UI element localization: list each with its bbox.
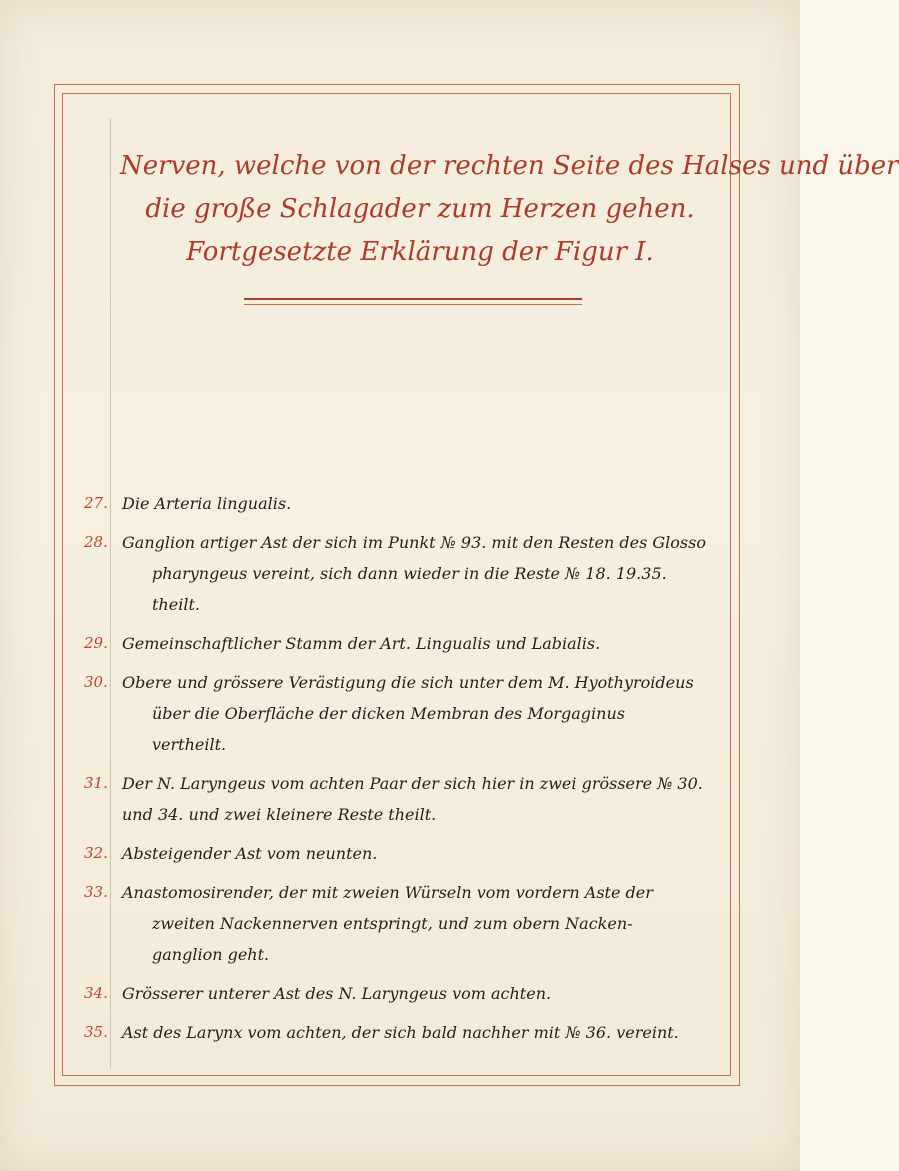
entry-line: Absteigender Ast vom neunten. (122, 844, 378, 863)
list-item (84, 1017, 714, 1048)
title-line-2: die große Schlagader zum Herzen gehen. (145, 194, 695, 224)
entry-line: Gemeinschaftlicher Stamm der Art. Lingualis und Labialis. (122, 634, 601, 653)
entry-line: Grösserer unterer Ast des N. Laryngeus vom achten. (122, 984, 552, 1003)
entry-text (122, 978, 714, 1009)
entry-line: Die Arteria lingualis. (122, 494, 292, 513)
entry-number: 34. (84, 984, 108, 1002)
entry-number: 29. (84, 634, 108, 652)
entry-text (122, 768, 714, 830)
page-title (120, 145, 899, 274)
title-line-1: Nerven, welche von der rechten Seite des Halses und über (120, 151, 899, 181)
list-item (84, 768, 714, 830)
entry-list (84, 488, 714, 1056)
entry-line: vertheilt. (152, 735, 227, 754)
entry-number: 30. (84, 673, 108, 691)
list-item (84, 978, 714, 1009)
list-item (84, 838, 714, 869)
list-item (84, 877, 714, 970)
entry-line: Der N. Laryngeus vom achten Paar der sich hier in zwei grössere № 30. (122, 774, 703, 793)
list-item (84, 667, 714, 760)
entry-number: 28. (84, 533, 108, 551)
entry-line: Anastomosirender, der mit zweien Würseln vom vordern Aste der (122, 883, 653, 902)
entry-text (122, 877, 714, 970)
entry-text (122, 527, 714, 620)
title-underline-thin (244, 304, 582, 305)
entry-line: ganglion geht. (152, 945, 270, 964)
list-item (84, 628, 714, 659)
list-item (84, 488, 714, 519)
entry-number: 27. (84, 494, 108, 512)
entry-text (122, 838, 714, 869)
entry-line: und 34. und zwei kleinere Reste theilt. (122, 805, 437, 824)
title-underline (244, 298, 582, 300)
entry-line: über die Oberfläche der dicken Membran des Morgaginus (152, 704, 625, 723)
list-item (84, 527, 714, 620)
entry-number: 35. (84, 1023, 108, 1041)
entry-text (122, 1017, 714, 1048)
entry-number: 31. (84, 774, 108, 792)
entry-text (122, 667, 714, 760)
entry-number: 33. (84, 883, 108, 901)
entry-line: pharyngeus vereint, sich dann wieder in die Reste № 18. 19.35. (152, 564, 667, 583)
entry-line: zweiten Nackennerven entspringt, und zum obern Nacken- (152, 914, 633, 933)
entry-text (122, 628, 714, 659)
entry-line: theilt. (152, 595, 200, 614)
entry-line: Obere und grössere Verästigung die sich unter dem M. Hyothyroideus (122, 673, 694, 692)
title-line-3: Fortgesetzte Erklärung der Figur I. (186, 237, 654, 267)
entry-text (122, 488, 714, 519)
entry-line: Ast des Larynx vom achten, der sich bald nachher mit № 36. vereint. (122, 1023, 679, 1042)
entry-number: 32. (84, 844, 108, 862)
entry-line: Ganglion artiger Ast der sich im Punkt № 93. mit den Resten des Glosso (122, 533, 706, 552)
